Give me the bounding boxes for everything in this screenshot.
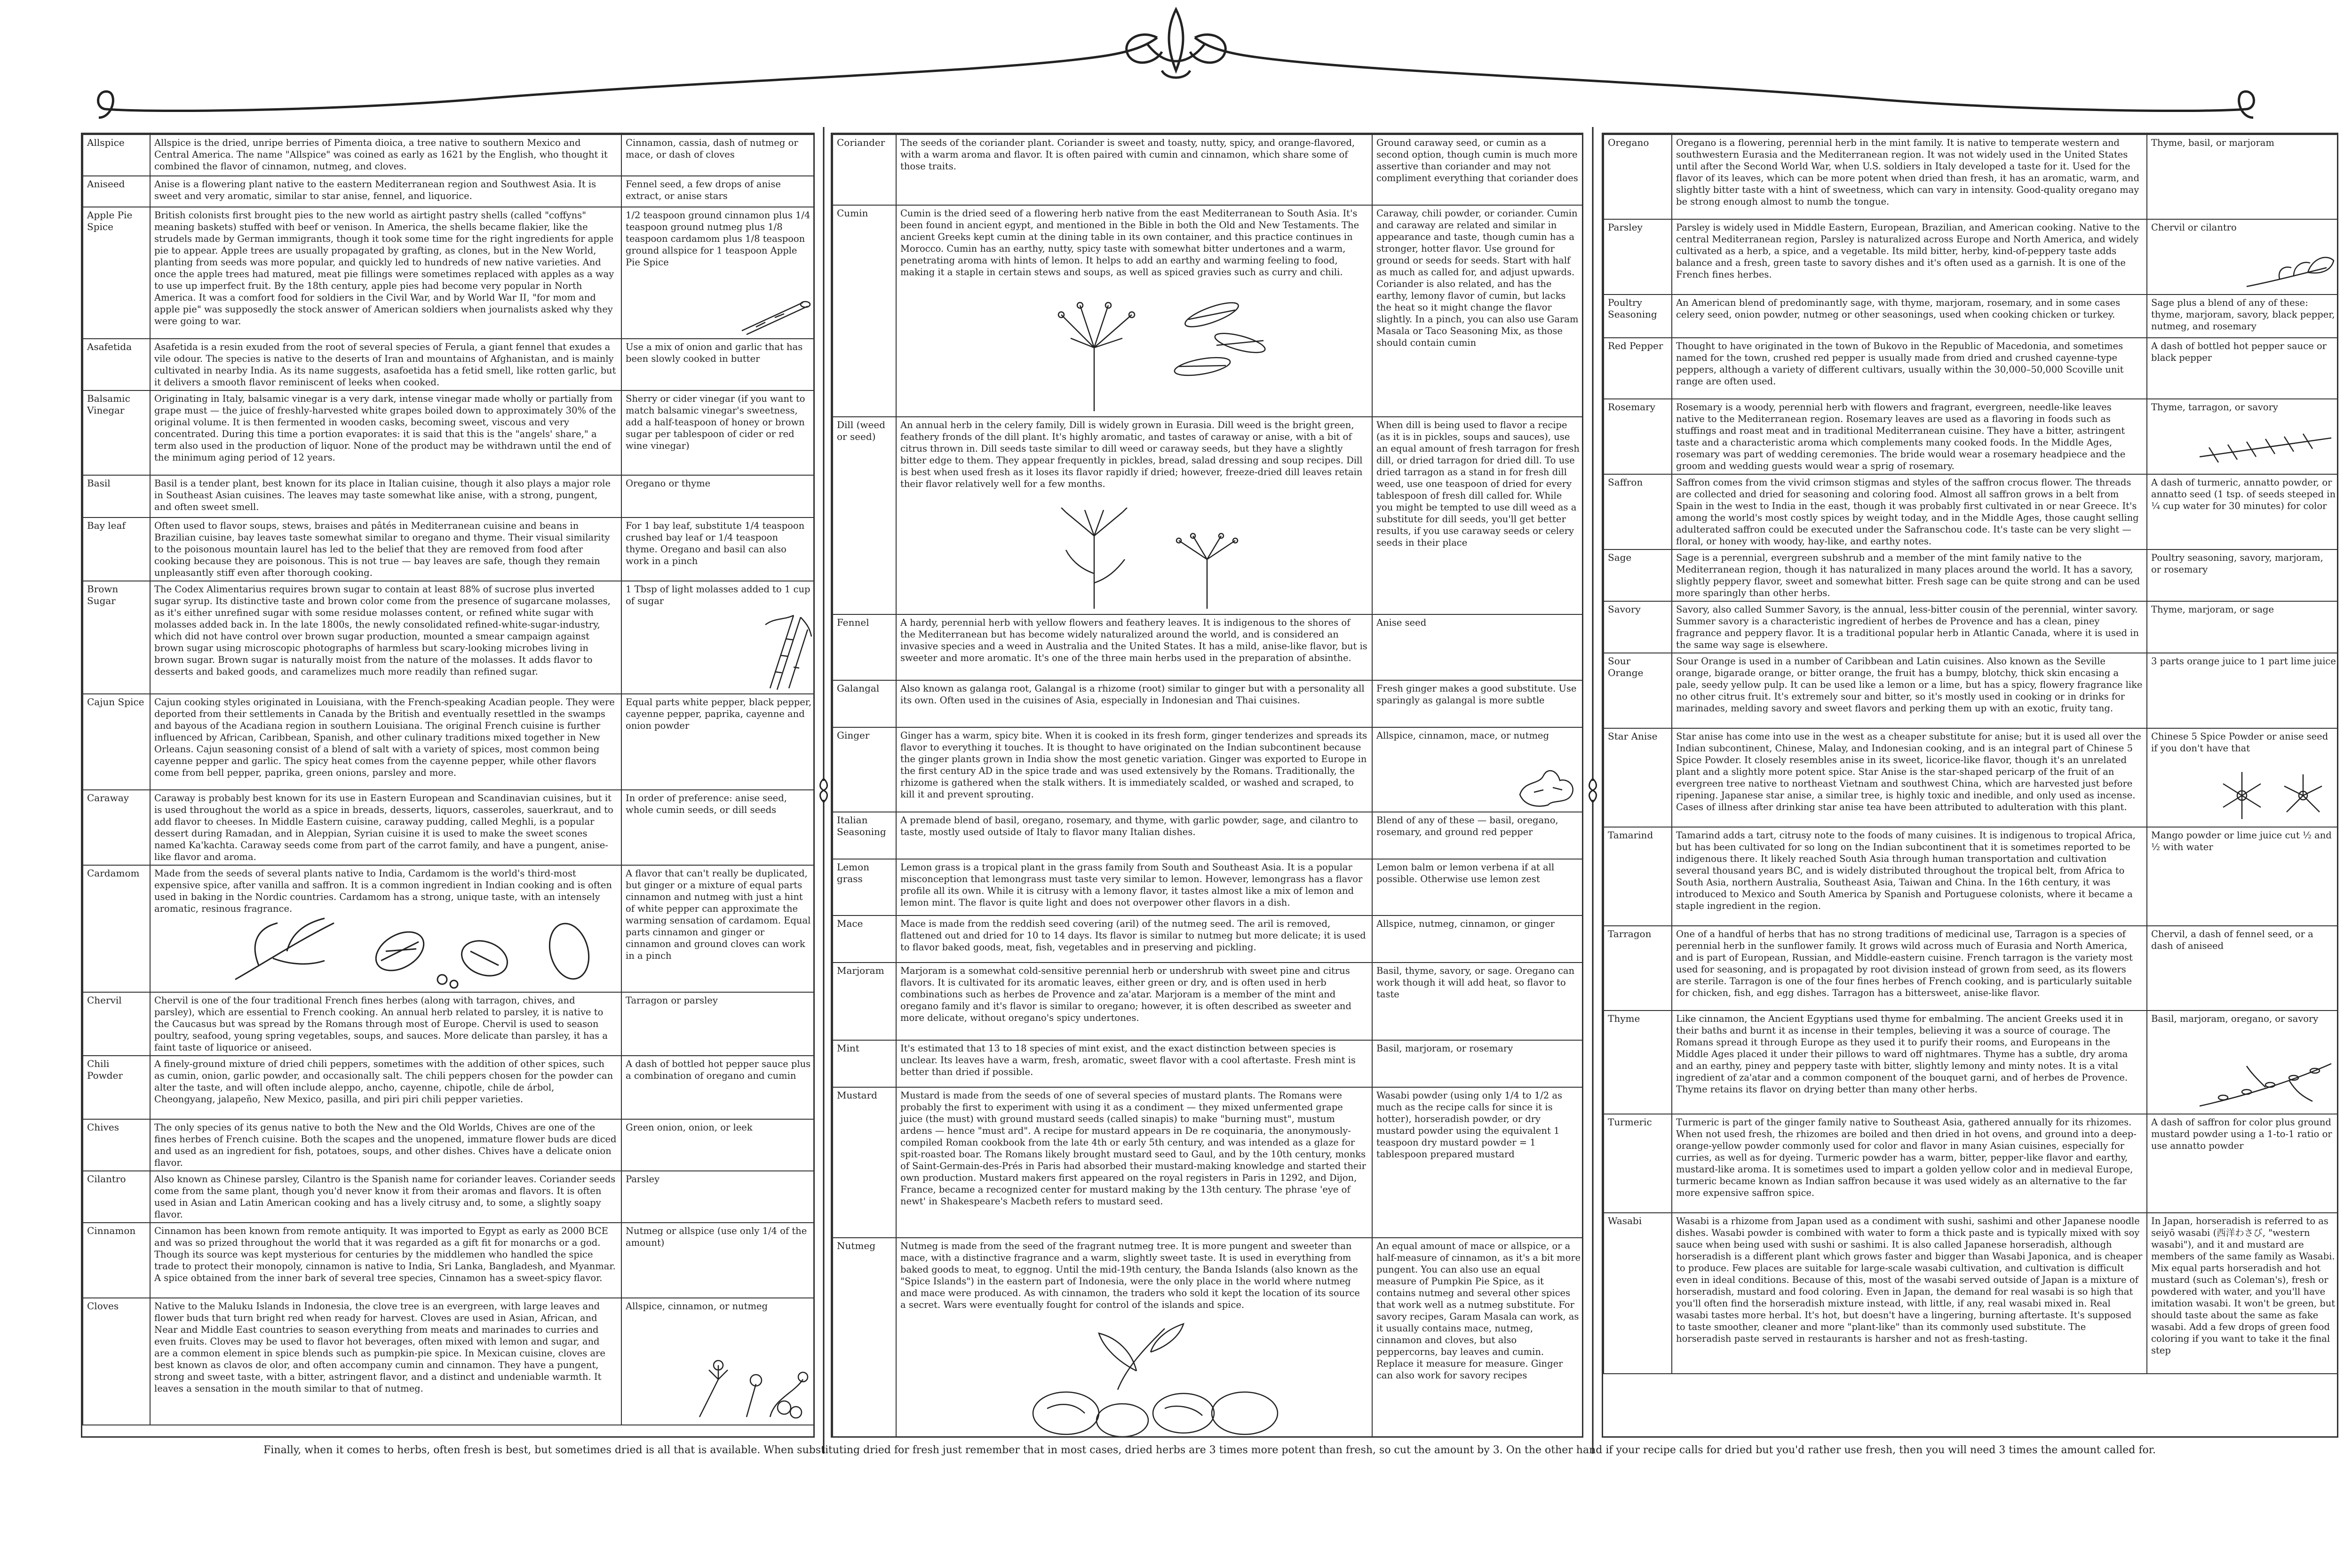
spice-substitute: Allspice, cinnamon, or nutmeg [626,1301,768,1312]
spice-substitute: Fresh ginger makes a good substitute. Use sparingly as galangal is more subtle [1372,680,1583,727]
spice-name: Cardamom [83,865,150,992]
table-row [83,992,815,1056]
cinnamon-stick-illustration [737,293,812,335]
spice-description: Star anise has come into use in the west as a cheaper substitute for anise; but it is used all over the Indian subcontinent, Chinese, Malay, and Indonesian cooking, and is an integral part of Chinese 5 Spice Powder. It closely resembles anise in its sweet, licorice-like flavor, though it's an unrelated plant and a slightly more potent spice. Star Anise is the star-shaped pericarp of the fruit of an evergreen tree native to northeast Vietnam and southwest China, which are harvested just before ripening. Japanese star anise, a similar tree, is highly toxic and inedible, and only used as incense. Cases of illness after drinking star anise tea have been attributed to adulteration with this plant. [1672,728,2147,827]
spice-description: Cumin is the dried seed of a flowering herb native from the east Mediterranean to South Asia. It's been found in ancient egypt, and mentioned in the Bible in both the Old and New Testaments. The ancient Greeks kept cumin at the dining table in its own container, and this practice continues in Morocco. Cumin has an earthy, nutty, spicy taste with somewhat bitter undertones and a warm, penetrating aroma with hints of lemon. It helps to add an earthy and warming feeling to food, making it a staple in certain stews and soups, as well as spiced gravies such as curry and chili. [900,208,1359,278]
spice-name: Coriander [833,135,896,205]
spice-description: Rosemary is a woody, perennial herb with flowers and fragrant, evergreen, needle-like leaves native to the Mediterranean region. Rosemary leaves are used as a flavoring in foods such as stuffings and roast meat and in traditional Mediterranean cuisine. They have a bitter, astringent taste and a characteristic aroma which complements many cooked foods. In the Middle Ages, rosemary was part of wedding ceremonies. The bride would wear a rosemary headpiece and the groom and wedding guests would wear a sprig of rosemary. [1672,399,2147,474]
spice-description: A premade blend of basil, oregano, rosemary, and thyme, with garlic powder, sage, and cilantro to taste, mostly used outside of Italy to flavor many Italian dishes. [896,812,1372,859]
spice-name: Mint [833,1040,896,1087]
sugarcane-illustration [756,611,812,691]
spice-substitute: Allspice, nutmeg, cinnamon, or ginger [1372,915,1583,963]
spice-substitute: Anise seed [1372,614,1583,680]
spice-description: Tamarind adds a tart, citrusy note to the foods of many cuisines. It is indigenous to tropical Africa, but has been cultivated for so long on the Indian subcontinent that it is sometimes reported to be indigenous there. It likely reached South Asia through human transportation and cultivation several thousand years BC, and is widely distributed throughout the tropical belt, from Africa to South Asia, northern Australia, Southeast Asia, Taiwan and China. In the 16th century, it was introduced to Mexico and South America by Spanish and Portuguese colonists, where it became a staple ingredient in the region. [1672,827,2147,926]
spice-name: Star Anise [1604,728,1672,827]
table-row [83,517,815,581]
spice-name: Oregano [1604,135,1672,219]
table-row [1604,549,2338,601]
spice-substitute: Poultry seasoning, savory, marjoram, or rosemary [2147,549,2338,601]
spice-name: Chili Powder [83,1056,150,1119]
table-row [83,1171,815,1223]
spice-name: Parsley [1604,219,1672,294]
spice-name: Aniseed [83,176,150,207]
spice-name: Cloves [83,1298,150,1425]
spice-substitute: Mango powder or lime juice cut ½ and ½ with water [2147,827,2338,926]
table-row [833,859,1583,915]
spice-description: Chervil is one of the four traditional French fines herbes (along with tarragon, chives, and parsley), which are essential to French cooking. An annual herb related to parsley, it is native to the Caucasus but was spread by the Romans through most of Europe. Chervil is used to season poultry, seafood, young spring vegetables, soups, and sauces. More delicate than parsley, it has a faint taste of liquorice or aniseed. [150,992,621,1056]
spice-name: Nutmeg [833,1238,896,1438]
table-row [833,727,1583,812]
spice-description: Nutmeg is made from the seed of the fragrant nutmeg tree. It is more pungent and sweeter than mace, with a distinctive fragrance and a warm, slightly sweet taste. It is used in everything from baked goods to meat, to eggnog. Until the mid-19th century, the Banda Islands (also known as the "Spice Islands") in the eastern part of Indonesia, were the only place in the world where nutmeg and mace were produced. As with cinnamon, the traders who sold it kept the location of its source a secret. Wars were eventually fought for control of the islands and spice. [900,1241,1360,1310]
spice-substitute: Thyme, basil, or marjoram [2147,135,2338,219]
spice-name: Marjoram [833,963,896,1040]
table-row [1604,399,2338,474]
column-divider [1588,127,1597,1454]
spice-name: Sour Orange [1604,653,1672,728]
spice-description: Cinnamon has been known from remote antiquity. It was imported to Egypt as early as 2000 BCE and was so prized throughout the world that it was regarded as a gift fit for monarchs or a god. Though its source was kept mysterious for centuries by the middlemen who handled the spice trade to protect their monopoly, cinnamon is native to India, Sri Lanka, Bangladesh, and Myanmar. A spice obtained from the inner bark of several tree species, Cinnamon has a sweet-spicy flavor. [150,1223,621,1298]
spice-substitute: Chervil or cilantro [2151,222,2237,233]
spice-substitute: When dill is being used to flavor a recipe (as it is in pickles, soups and sauces), use an equal amount of fresh tarragon for fresh dill, or dried tarragon for dried dill. To use dried tarragon as a stand in for fresh dill weed, use one teaspoon of dried for every tablespoon of fresh dill called for. While you might be tempted to use dill weed as a substitute for dill seeds, you'll get better results, if you use caraway seeds or celery seeds in their place [1372,417,1583,614]
spice-name: Balsamic Vinegar [83,390,150,475]
spice-substitute: A flavor that can't really be duplicated, but ginger or a mixture of equal parts cinnamon and nutmeg with just a hint of white pepper can approximate the warming sensation of cardamom. Equal parts cinnamon and ginger or cinnamon and ground cloves can work in a pinch [621,865,815,992]
spice-name: Mace [833,915,896,963]
spice-name: Galangal [833,680,896,727]
spice-substitute: In order of preference: anise seed, whole cumin seeds, or dill seeds [621,790,815,865]
spice-table-column-1 [81,133,815,1438]
spice-name: Chervil [83,992,150,1056]
table-row [83,135,815,176]
spice-description: Mustard is made from the seeds of one of several species of mustard plants. The Romans were probably the first to experiment with using it as a condiment — they mixed unfermented grape juice (the must) with ground mustard seeds (called sinapis) to make "burning must", mustum ardens — hence "must ard". A recipe for mustard appears in De re coquinaria, the anonymously-compiled Roman cookbook from the late 4th or early 5th century, and was intended as a glaze for spit-roasted boar. The Romans likely brought mustard seed to Gaul, and by the 10th century, monks of Saint-Germain-des-Prés in Paris had absorbed their mustard-making knowledge and started their own production. Mustard makers first appeared on the royal registers in Paris in 1292, and Dijon, France, became a recognized center for mustard making by the 13th century. The phrase 'eye of newt' in Shakespeare's Macbeth refers to mustard seed. [896,1087,1372,1238]
spice-substitute: Chervil, a dash of fennel seed, or a dash of aniseed [2147,926,2338,1011]
spice-name: Tarragon [1604,926,1672,1011]
spice-substitute: Caraway, chili powder, or coriander. Cumin and caraway are related and similar in appearance and taste, though cumin has a stronger, hotter flavor. Use ground for ground or seeds for seeds. Start with half as much as called for, and adjust upwards. Coriander is also related, and has the earthy, lemony flavor of cumin, but lacks the heat so it might change the flavor slightly. In a pinch, you can also use Garam Masala or Taco Seasoning Mix, as those should contain cumin [1372,205,1583,417]
table-row [833,963,1583,1040]
spice-description: A finely-ground mixture of dried chili peppers, sometimes with the addition of other spices, such as cumin, onion, garlic powder, and occasionally salt. The chili peppers chosen for the powder can alter the taste, and will often include aleppo, ancho, cayenne, chipotle, chile de árbol, Cheongyang, jalapeño, New Mexico, pasilla, and piri piri chili pepper varieties. [150,1056,621,1119]
spice-description: Saffron comes from the vivid crimson stigmas and styles of the saffron crocus flower. The threads are collected and dried for seasoning and coloring food. Almost all saffron grows in a belt from Spain in the west to India in the east, though it was probably first cultivated in or near Greece. It's among the world's most costly spices by weight today, and in the Middle Ages, those caught selling adulterated saffron could be executed under the Safranschou code. It's taste can be very slight — floral, or honey with woody, hay-like, and earthy notes. [1672,474,2147,549]
table-row [83,1223,815,1298]
table-row [1604,338,2338,399]
spice-description: Savory, also called Summer Savory, is the annual, less-bitter cousin of the perennial, winter savory. Summer savory is a characteristic ingredient of herbes de Provence and has a clean, piney fragrance and peppery flavor. It is a traditional popular herb in Atlantic Canada, where it is used in the same way sage is elsewhere. [1672,601,2147,653]
table-row [833,812,1583,859]
spice-description: Sage is a perennial, evergreen subshrub and a member of the mint family native to the Mediterranean region, though it has naturalized in many places around the world. It has a savory, slightly peppery flavor, sweet and somewhat bitter. Fresh sage can be quite strong and can be used more sparingly than other herbs. [1672,549,2147,601]
spice-substitute: Nutmeg or allspice (use only 1/4 of the amount) [621,1223,815,1298]
spice-name: Dill (weed or seed) [833,417,896,614]
spice-substitute: Thyme, marjoram, or sage [2147,601,2338,653]
star-anise-illustration [2214,767,2336,824]
table-row [83,1298,815,1425]
spice-description: Cajun cooking styles originated in Louisiana, with the French-speaking Acadian people. They were deported from their settlements in Canada by the British and eventually resettled in the swamps and bayous of the Acadiana region in southern Louisiana. The original French cuisine is further influenced by African, Caribbean, Spanish, and other culinary traditions mixed together in New Orleans. Cajun seasoning consist of a blend of salt with a variety of spices, most common being cayenne pepper and garlic. The spicy heat comes from the cayenne pepper, while other flavors come from bell pepper, paprika, green onions, parsley and more. [150,694,621,790]
table-row [83,694,815,790]
spice-name: Lemon grass [833,859,896,915]
spice-description: Originating in Italy, balsamic vinegar is a very dark, intense vinegar made wholly or partially from grape must — the juice of freshly-harvested white grapes boiled down to approximately 30% of the original volume. It is then fermented in wooden casks, becoming sweet, viscous and very concentrated. During this time a portion evaporates: it is said that this is the "angels' share," a term also used in the production of liquor. None of the product may be withdrawn until the end of the minimum aging period of 12 years. [150,390,621,475]
spice-name: Brown Sugar [83,581,150,694]
spice-name: Fennel [833,614,896,680]
spice-description: Marjoram is a somewhat cold-sensitive perennial herb or undershrub with sweet pine and citrus flavors. It is cultivated for its aromatic leaves, either green or dry, and is often used in herb combinations such as herbes de Provence and za'atar. Marjoram is a member of the mint and oregano family and it's flavor is similar to oregano; however, it is often described as sweeter and more delicate, without oregano's spicy undertones. [896,963,1372,1040]
table-row [833,1040,1583,1087]
spice-name: Caraway [83,790,150,865]
rosemary-illustration [2195,429,2336,471]
table-row [1604,827,2338,926]
table-row [833,915,1583,963]
spice-description: Native to the Maluku Islands in Indonesia, the clove tree is an evergreen, with large leaves and flower buds that turn bright red when ready for harvest. Cloves are used in Asian, African, and Near and Middle East countries to season everything from meats and marinades to curries and even fruits. Cloves may be used to flavor hot beverages, often mixed with lemon and sugar, and are a common element in spice blends such as pumpkin-pie spice. In Mexican cuisine, cloves are best known as clavos de olor, and often accompany cumin and cinnamon. They have a pungent, strong and sweet taste, with a bitter, astringent flavor, and a distinct and undeniable warmth. It leaves a sensation in the mouth similar to that of nutmeg. [150,1298,621,1425]
table-row [83,475,815,517]
spice-name: Allspice [83,135,150,176]
spice-name: Sage [1604,549,1672,601]
table-row [833,135,1583,205]
ginger-illustration [1515,762,1581,809]
spice-substitute: In Japan, horseradish is referred to as seiyō wasabi (西洋わさび, "western wasabi"), and it and mustard are members of the same family as Wasabi. Mix equal parts horseradish and hot mustard (such as Coleman's), fresh or powdered with water, and you'll have imitation wasabi. It won't be green, but should taste about the same as fake wasabi. Add a few drops of green food coloring if you want to take it the final step [2147,1213,2338,1374]
table-row [1604,1114,2338,1213]
spice-name: Mustard [833,1087,896,1238]
spice-substitute: Lemon balm or lemon verbena if at all possible. Otherwise use lemon zest [1372,859,1583,915]
spice-substitute: Ground caraway seed, or cumin as a second option, though cumin is much more assertive than coriander and may not compliment everything that coriander does [1372,135,1583,205]
table-row [83,581,815,694]
spice-table-column-3 [1602,133,2338,1438]
table-row [83,1056,815,1119]
spice-substitute: An equal amount of mace or allspice, or a half-measure of cinnamon, as it's a bit more pungent. You can also use an equal measure of Pumpkin Pie Spice, as it contains nutmeg and several other spices that work well as a nutmeg substitute. For savory recipes, Garam Masala can work, as it usually contains mace, nutmeg, cinnamon and cloves, but also peppercorns, bay leaves and cumin. Replace it measure for measure. Ginger can also work for savory recipes [1372,1238,1583,1438]
table-row [833,680,1583,727]
spice-substitute: A dash of turmeric, annatto powder, or annatto seed (1 tsp. of seeds steeped in ¼ cup water for 30 minutes) for color [2147,474,2338,549]
parsley-illustration [2242,249,2336,291]
spice-substitute: A dash of bottled hot pepper sauce plus a combination of oregano and cumin [621,1056,815,1119]
table-row [1604,1011,2338,1114]
spice-name: Apple Pie Spice [83,207,150,339]
table-row [1604,926,2338,1011]
spice-name: Asafetida [83,339,150,390]
spice-name: Cumin [833,205,896,417]
spice-substitute: Tarragon or parsley [621,992,815,1056]
spice-name: Chives [83,1119,150,1171]
spice-name: Thyme [1604,1011,1672,1114]
cumin-illustration [1024,287,1287,414]
spice-substitute: A dash of saffron for color plus ground mustard powder using a 1-to-1 ratio or use annatto powder [2147,1114,2338,1213]
dill-illustration [1038,508,1301,611]
column-divider [819,127,828,1454]
spice-description: Caraway is probably best known for its use in Eastern European and Scandinavian cuisines, but it is used throughout the world as a spice in breads, desserts, liquors, casseroles, sauerkraut, and to add flavor to cheeses. In Middle Eastern cuisine, caraway pudding, called Meghli, is a popular dessert during Ramadan, and in Aleppian, Syrian cuisine it is used to make the sweet scones named Ka'kachta. Caraway seeds come from part of the carrot family, and have a pungent, anise-like flavor and aroma. [150,790,621,865]
table-row [1604,474,2338,549]
spice-substitute: Chinese 5 Spice Powder or anise seed if you don't have that [2151,731,2328,754]
spice-name: Red Pepper [1604,338,1672,399]
spice-substitute: Allspice, cinnamon, mace, or nutmeg [1376,730,1549,741]
table-row [833,205,1583,417]
spice-substitute: Fennel seed, a few drops of anise extract, or anise stars [621,176,815,207]
spice-description: Oregano is a flowering, perennial herb in the mint family. It is native to temperate western and southwestern Eurasia and the Mediterranean region. It was not widely used in the United States until after the Second World War, when U.S. soldiers in Italy developed a taste for it. Used for the flavor of its leaves, which can be more potent when dried than fresh, it has an aromatic, warm, and slightly bitter taste with a hint of sweetness, which can vary in intensity. Good-quality oregano may be strong enough almost to numb the tongue. [1672,135,2147,219]
spice-description: Anise is a flowering plant native to the eastern Mediterranean region and Southwest Asia. It is sweet and very aromatic, similar to star anise, fennel, and liquorice. [150,176,621,207]
spice-description: It's estimated that 13 to 18 species of mint exist, and the exact distinction between species is unclear. Its leaves have a warm, fresh, aromatic, sweet flavor with a cool aftertaste. Fresh mint is better than dried if possible. [896,1040,1372,1087]
spice-name: Cajun Spice [83,694,150,790]
spice-description: A hardy, perennial herb with yellow flowers and feathery leaves. It is indigenous to the shores of the Mediterranean but has become widely naturalized around the world, and is considered an invasive species and a weed in Australia and the United States. It has a mild, anise-like flavor, but is sweeter and more aromatic. It's one of the three main herbs used in the preparation of absinthe. [896,614,1372,680]
table-row [833,417,1583,614]
table-row [83,790,815,865]
spice-substitute: Green onion, onion, or leek [621,1119,815,1171]
spice-description: An American blend of predominantly sage, with thyme, marjoram, rosemary, and in some cases celery seed, onion powder, nutmeg or other seasonings, used when cooking chicken or turkey. [1672,294,2147,338]
spice-name: Saffron [1604,474,1672,549]
spice-substitute: Sage plus a blend of any of these: thyme, marjoram, savory, black pepper, nutmeg, and rosemary [2147,294,2338,338]
spice-name: Basil [83,475,150,517]
spice-substitute: Basil, thyme, savory, or sage. Oregano can work though it will add heat, so flavor to taste [1372,963,1583,1040]
spice-description: The seeds of the coriander plant. Coriander is sweet and toasty, nutty, spicy, and orange-flavored, with a warm aroma and flavor. It is often paired with cumin and cinnamon, which share some of those traits. [896,135,1372,205]
spice-substitute: Basil, marjoram, or rosemary [1372,1040,1583,1087]
table-row [1604,294,2338,338]
spice-substitute: Thyme, tarragon, or savory [2151,402,2278,413]
spice-description: Lemon grass is a tropical plant in the grass family from South and Southeast Asia. It is a popular misconception that lemongrass must taste very similar to lemon. However, lemongrass has a flavor profile all its own. While it is citrusy with a lemony flavor, it tastes almost like a mix of lemon and lemon mint. The flavor is quite light and does not overpower other flavors in a dish. [896,859,1372,915]
table-row [1604,653,2338,728]
spice-substitute: For 1 bay leaf, substitute 1/4 teaspoon crushed bay leaf or 1/4 teaspoon thyme. Oregano and basil can also work in a pinch [621,517,815,581]
spice-name: Wasabi [1604,1213,1672,1374]
table-row [83,207,815,339]
spice-description: Like cinnamon, the Ancient Egyptians used thyme for embalming. The ancient Greeks used it in their baths and burnt it as incense in their temples, believing it was a source of courage. The Romans spread it through Europe as they used it to purify their rooms, and Europeans in the Middle Ages placed it under their pillows to ward off nightmares. Thyme has a subtle, dry aroma and an earthy, piney and peppery taste with bitter, slightly lemony and minty notes. It is a vital ingredient of za'atar and a common component of the bouquet garni, and of herbes de Provence. Thyme retains its flavor on drying better than many other herbs. [1672,1011,2147,1114]
table-row [1604,135,2338,219]
spice-description: Often used to flavor soups, stews, braises and pâtés in Mediterranean cuisine and beans in Brazilian cuisine, bay leaves taste somewhat similar to oregano and thyme. Their visual similarity to the poisonous mountain laurel has led to the belief that they are removed from food after cooking because they are poisonous. This is not true — bay leaves are safe, though they remain unpleasantly stiff even after thorough cooking. [150,517,621,581]
thyme-illustration [2195,1059,2336,1111]
spice-substitute: 1 Tbsp of light molasses added to 1 cup of sugar [626,584,810,606]
spice-name: Cilantro [83,1171,150,1223]
spice-description: Thought to have originated in the town of Bukovo in the Republic of Macedonia, and sometimes named for the town, crushed red pepper is usually made from dried and crushed cayenne-type peppers, although a variety of different cultivars, usually within the 30,000–50,000 Scoville unit range are often used. [1672,338,2147,399]
spice-substitute: Parsley [621,1171,815,1223]
spice-substitute: 1/2 teaspoon ground cinnamon plus 1/4 teaspoon ground nutmeg plus 1/8 teaspoon cardamom plus 1/8 teaspoon ground allspice for 1 teaspoon Apple Pie Spice [626,210,810,268]
spice-description: Also known as Chinese parsley, Cilantro is the Spanish name for coriander leaves. Coriander seeds come from the same plant, though you'd never know it from their aromas and flavors. It is often used in Asian and Latin American cooking and has a lively citrusy and, to some, a slightly soapy flavor. [150,1171,621,1223]
spice-substitute: Oregano or thyme [621,475,815,517]
spice-description: Made from the seeds of several plants native to India, Cardamom is the world's third-most expensive spice, after vanilla and saffron. It is a common ingredient in Indian cooking and is often used in baking in the Nordic countries. Cardamom has a strong, unique taste, with an intensely aromatic, resinous fragrance. [154,868,612,914]
spice-substitute: A dash of bottled hot pepper sauce or black pepper [2147,338,2338,399]
spice-substitute: Wasabi powder (using only 1/4 to 1/2 as much as the recipe calls for since it is hotter), horseradish powder, or dry mustard powder using the equivalent 1 teaspoon dry mustard powder = 1 tablespoon prepared mustard [1372,1087,1583,1238]
spice-description: Mace is made from the reddish seed covering (aril) of the nutmeg seed. The aril is removed, flattened out and dried for 10 to 14 days. Its flavor is similar to nutmeg but more delicate; it is used to flavor baked goods, meat, fish, vegetables and in preserving and pickling. [896,915,1372,963]
spice-substitute: Blend of any of these — basil, oregano, rosemary, and ground red pepper [1372,812,1583,859]
spice-description: British colonists first brought pies to the new world as airtight pastry shells (called "coffyns" meaning baskets) stuffed with beef or venison. In America, the shells became flakier, like the strudels made by German immigrants, though it took some time for the right ingredients for apple pie to appear. Apple trees are usually propagated by grafting, as clones, but in the New World, planting from seeds was more popular, and quickly led to hundreds of new native varieties. And once the apple trees had matured, meat pie fillings were sometimes replaced with apples as a way to use up imperfect fruit. By the 18th century, apple pies had become very popular in North America. It was a comfort food for soldiers in the Civil War, and by World War II, "for mom and apple pie" was supposedly the stock answer of American soldiers when journalists asked why they were going to war. [150,207,621,339]
spice-name: Turmeric [1604,1114,1672,1213]
table-row [1604,728,2338,827]
spice-description: One of a handful of herbs that has no strong traditions of medicinal use, Tarragon is a species of perennial herb in the sunflower family. It grows wild across much of Eurasia and North America, and is part of European, Russian, and Middle-eastern cuisine. French tarragon is the variety most used for seasoning, and is propagated by root division instead of grown from seed, as its flowers are sterile. Tarragon is one of the four fines herbes of French cooking, and is particularly suitable for chicken, fish, and egg dishes. Tarragon has a bittersweet, anise-like flavor. [1672,926,2147,1011]
cardamom-illustration [230,914,607,989]
spice-substitute: Basil, marjoram, oregano, or savory [2151,1013,2319,1024]
spice-name: Cinnamon [83,1223,150,1298]
spice-description: The Codex Alimentarius requires brown sugar to contain at least 88% of sucrose plus inverted sugar syrup. Its distinctive taste and brown color come from the presence of sugarcane molasses, as it's either unrefined sugar with some residue molasses content, or refined white sugar with molasses added back in. In the late 1800s, the newly consolidated refined-white-sugar-industry, which did not have control over brown sugar production, mounted a smear campaign against brown sugar using microscopic photographs of harmless but scary-looking microbes living in brown sugar. Brown sugar is naturally moist from the nature of the molasses. It adds flavor to desserts and baked goods, and caramelizes much more readily than refined sugar. [150,581,621,694]
spice-name: Rosemary [1604,399,1672,474]
spice-description: Sour Orange is used in a number of Caribbean and Latin cuisines. Also known as the Seville orange, bigarade orange, or bitter orange, the fruit has a bumpy, blotchy, thick skin encasing a pale, seedy yellow pulp. It can be used like a lemon or a lime, but has a spicy, flowery fragrance like no other citrus fruit. It's extremely sour and bitter, so it's mostly used in cooking or in drinks for marinades, melding savory and sweet flavors and perking them up with an exotic, fruity tang. [1672,653,2147,728]
spice-description: The only species of its genus native to both the New and the Old Worlds, Chives are one of the fines herbes of French cuisine. Both the scapes and the unopened, immature flower buds are diced and used as an ingredient for fish, potatoes, soups, and other dishes. Chives have a delicate onion flavor. [150,1119,621,1171]
nutmeg-illustration [1024,1319,1287,1437]
spice-substitute: Cinnamon, cassia, dash of nutmeg or mace, or dash of cloves [621,135,815,176]
spice-substitute: Sherry or cider vinegar (if you want to match balsamic vinegar's sweetness, add a half-teaspoon of honey or brown sugar per tablespoon of cider or red wine vinegar) [621,390,815,475]
spice-table-column-2 [831,133,1583,1438]
spice-description: Turmeric is part of the ginger family native to Southeast Asia, gathered annually for its rhizomes. When not used fresh, the rhizomes are boiled and then dried in hot ovens, and ground into a deep-orange-yellow powder commonly used for color and flavor in many Asian cuisines, especially for curries, as well as for dyeing. Turmeric powder has a warm, bitter, pepper-like flavor and earthy, mustard-like aroma. It is sometimes used to impart a golden yellow color and in medieval Europe, turmeric became known as Indian saffron because it was used widely as an alternative to the far more expensive saffron spice. [1672,1114,2147,1213]
table-row [833,1087,1583,1238]
table-row [833,1238,1583,1438]
footer-note: Finally, when it comes to herbs, often fresh is best, but sometimes dried is all that is available. When substituting dried for fresh just remember that in most cases, dried herbs are 3 times more potent than fresh, so cut the amount by 3. On the other hand if your recipe calls for dried but you'd rather use fresh, then you will need 3 times the amount called for. [263,1444,2156,1456]
header-ornament [0,0,2352,132]
spice-description: Allspice is the dried, unripe berries of Pimenta dioica, a tree native to southern Mexico and Central America. The name "Allspice" was coined as early as 1621 by the English, who thought it combined the flavor of cinnamon, nutmeg, and cloves. [150,135,621,176]
spice-description: Basil is a tender plant, best known for its place in Italian cuisine, though it also plays a major role in Southeast Asian cuisines. The leaves may taste somewhat like anise, with a strong, pungent, and often sweet smell. [150,475,621,517]
table-row [83,176,815,207]
table-row [1604,219,2338,294]
spice-substitute: Equal parts white pepper, black pepper, cayenne pepper, paprika, cayenne and onion powder [621,694,815,790]
table-row [83,1119,815,1171]
spice-substitute: Use a mix of onion and garlic that has been slowly cooked in butter [621,339,815,390]
spice-name: Poultry Seasoning [1604,294,1672,338]
table-row [1604,1213,2338,1374]
cloves-illustration [690,1351,812,1422]
spice-name: Ginger [833,727,896,812]
spice-name: Savory [1604,601,1672,653]
spice-name: Bay leaf [83,517,150,581]
spice-description: Wasabi is a rhizome from Japan used as a condiment with sushi, sashimi and other Japanese noodle dishes. Wasabi powder is combined with water to form a thick paste and is typically mixed with soy sauce when being used with sushi or sashimi. It is also called Japanese horseradish, although horseradish is a different plant which grows faster and bigger than Wasabi Japonica, and is cheaper to produce. Few places are suitable for large-scale wasabi cultivation, and cultivation is difficult even in ideal conditions. Because of this, most of the wasabi served outside of Japan is a mixture of horseradish, mustard and food coloring. Even in Japan, the demand for real wasabi is so high that you'll often find the horseradish mixture instead, with little, if any, real wasabi mixed in. Real wasabi tastes more herbal. It's hot, but doesn't have a lingering, burning aftertaste. It's supposed to taste smoother, cleaner and more "plant-like" than its commonly used substitute. The horseradish paste served in restaurants is harsher and not as fresh-tasting. [1672,1213,2147,1374]
table-row [1604,601,2338,653]
table-row [833,614,1583,680]
spice-description: Asafetida is a resin exuded from the root of several species of Ferula, a giant fennel that exudes a vile odour. The species is native to the deserts of Iran and mountains of Afghanistan, and is mainly cultivated in nearby India. As its name suggests, asafoetida has a fetid smell, like rotten garlic, but it delivers a smooth flavor reminiscent of leeks when cooked. [150,339,621,390]
table-row [83,390,815,475]
spice-name: Tamarind [1604,827,1672,926]
spice-description: Ginger has a warm, spicy bite. When it is cooked in its fresh form, ginger tenderizes and spreads its flavor to everything it touches. It is thought to have originated on the Indian subcontinent because the ginger plants grown in India show the most genetic variation. Ginger was exported to Europe in the first century AD in the spice trade and was used extensively by the Romans. Traditionally, the rhizome is gathered when the stalk withers. It is immediately scalded, or washed and scraped, to kill it and prevent sprouting. [896,727,1372,812]
table-row [83,865,815,992]
spice-substitute: 3 parts orange juice to 1 part lime juice [2147,653,2338,728]
spice-name: Italian Seasoning [833,812,896,859]
spice-description: Also known as galanga root, Galangal is a rhizome (root) similar to ginger but with a personality all its own. Often used in the cuisines of Asia, especially in Indonesian and Thai cuisines. [896,680,1372,727]
spice-description: An annual herb in the celery family, Dill is widely grown in Eurasia. Dill weed is the bright green, feathery fronds of the dill plant. It's highly aromatic, and tastes of caraway or anise, with a bit of citrus thrown in. Dill seeds taste similar to dill weed or caraway seeds, but they have a slightly bitter edge to them. They appear frequently in pickles, bread, salad dressing and soup recipes. Dill is best when used fresh as it loses its flavor rapidly if dried; however, freeze-dried dill leaves retain their flavor relatively well for a few months. [900,420,1363,489]
table-row [83,339,815,390]
spice-description: Parsley is widely used in Middle Eastern, European, Brazilian, and American cooking. Native to the central Mediterranean region, Parsley is naturalized across Europe and North America, and widely cultivated as a herb, a spice, and a vegetable. Its mild bitter, herby, kind-of-peppery taste adds balance and a fresh, green taste to savory dishes and it's often used as a garnish. It is one of the French fines herbes. [1672,219,2147,294]
